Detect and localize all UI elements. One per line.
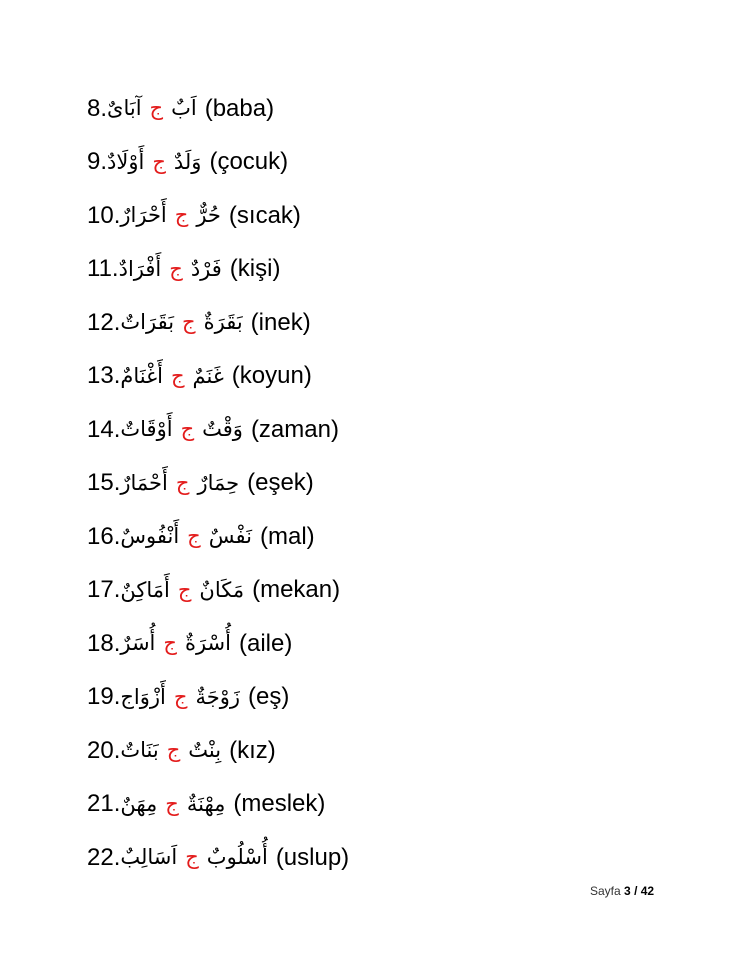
entry-number: 11. [87, 255, 119, 283]
arabic-word-pair [120, 363, 224, 388]
turkish-meaning: (mekan) [252, 576, 341, 604]
entry-number: 20. [87, 736, 121, 764]
arabic-plural: أَحْمَارٌ [120, 470, 168, 495]
entry-number: 18. [87, 629, 121, 657]
arabic-word-pair [120, 847, 267, 868]
plural-marker: ج [182, 310, 196, 335]
arabic-singular: غَنَمٌ [192, 363, 224, 388]
arabic-word-pair [107, 98, 197, 119]
arabic-singular: حُرٌّ [196, 203, 221, 228]
arabic-plural: أَوْلَادٌ [107, 149, 145, 174]
entry-number: 15. [87, 469, 121, 497]
turkish-meaning: (eş) [247, 683, 290, 711]
entry-number: 17. [87, 576, 121, 604]
vocab-row [87, 831, 687, 885]
arabic-singular: حِمَارٌ [197, 470, 240, 495]
turkish-meaning: (sıcak) [228, 201, 301, 229]
page-footer [590, 884, 654, 898]
turkish-meaning: (zaman) [250, 415, 339, 443]
arabic-singular: أُسْرَةٌ [184, 631, 231, 656]
turkish-meaning: (aile) [239, 629, 293, 657]
footer-label: Sayfa [590, 884, 621, 898]
vocab-row [87, 350, 687, 404]
arabic-word-pair [120, 419, 243, 440]
arabic-plural: بَقَرَاتٌ [120, 310, 175, 335]
plural-marker: ج [170, 363, 185, 388]
entry-number: 8. [87, 94, 108, 122]
plural-marker: ج [185, 845, 199, 870]
plural-marker: ج [169, 256, 183, 281]
plural-marker: ج [174, 203, 189, 228]
arabic-singular: فَرْدٌ [190, 256, 222, 281]
vocab-row [87, 564, 687, 618]
plural-marker: ج [166, 738, 181, 763]
arabic-singular: اَبٌ [171, 96, 197, 121]
vocab-row [87, 457, 687, 511]
plural-marker: ج [180, 417, 195, 442]
turkish-meaning: (meslek) [233, 790, 326, 818]
vocab-row [87, 510, 687, 564]
arabic-plural: أَمَاكِنٌ [120, 577, 170, 602]
turkish-meaning: (inek) [250, 308, 311, 336]
entry-number: 12. [87, 308, 121, 336]
entry-number: 9. [87, 148, 108, 176]
arabic-singular: مِهْنَةٌ [186, 791, 226, 816]
vocab-row [87, 671, 687, 725]
arabic-word-pair [120, 312, 242, 333]
arabic-singular: بِنْتٌ [188, 738, 222, 763]
plural-marker: ج [165, 791, 179, 816]
entry-number: 10. [87, 201, 121, 229]
arabic-plural: أُسَرٌ [120, 631, 156, 656]
plural-marker: ج [152, 149, 166, 174]
vocab-row [87, 296, 687, 350]
entry-number: 19. [87, 683, 121, 711]
arabic-word-pair [118, 256, 222, 281]
arabic-plural: آبَاىٌ [107, 96, 142, 121]
arabic-singular: وَقْتٌ [202, 417, 243, 442]
turkish-meaning: (koyun) [231, 362, 312, 390]
vocab-row [87, 617, 687, 671]
turkish-meaning: (mal) [259, 522, 315, 550]
arabic-plural: أَوْقَاتٌ [120, 417, 173, 442]
arabic-word-pair [120, 740, 221, 761]
entry-number: 14. [87, 415, 121, 443]
vocab-row [87, 189, 687, 243]
footer-separator: / [634, 884, 638, 898]
arabic-word-pair [120, 684, 240, 709]
arabic-singular: نَفْسٌ [208, 524, 252, 549]
plural-marker: ج [163, 631, 177, 656]
vocab-row [87, 403, 687, 457]
turkish-meaning: (uslup) [275, 843, 350, 871]
arabic-plural: أَغْنَامٌ [120, 363, 163, 388]
plural-marker: ج [149, 96, 164, 121]
arabic-plural: مِهَنٌ [120, 791, 158, 816]
plural-marker: ج [187, 524, 201, 549]
footer-page-current: 3 [624, 884, 631, 898]
entry-number: 16. [87, 522, 121, 550]
plural-marker: ج [177, 577, 192, 602]
arabic-plural: أَحْرَارٌ [120, 203, 167, 228]
arabic-word-pair [120, 577, 245, 602]
arabic-singular: أُسْلُوبٌ [206, 845, 268, 870]
arabic-plural: اَسَالِبٌ [120, 845, 178, 870]
arabic-word-pair [120, 205, 221, 226]
turkish-meaning: (baba) [204, 94, 275, 122]
vocab-row [87, 724, 687, 778]
turkish-meaning: (kız) [229, 736, 276, 764]
arabic-singular: بَقَرَةٌ [203, 310, 243, 335]
entry-number: 21. [87, 790, 121, 818]
vocabulary-list [87, 82, 687, 885]
plural-marker: ج [173, 684, 188, 709]
arabic-plural: بَنَاتٌ [120, 738, 159, 763]
arabic-word-pair [120, 633, 231, 654]
vocab-row [87, 82, 687, 136]
arabic-plural: أَفْرَادٌ [118, 256, 162, 281]
entry-number: 13. [87, 362, 121, 390]
arabic-singular: وَلَدٌ [173, 149, 202, 174]
footer-page-total: 42 [640, 884, 655, 898]
arabic-singular: مَكَانٌ [199, 577, 245, 602]
arabic-singular: زَوْجَةٌ [195, 684, 240, 709]
arabic-word-pair [120, 791, 226, 816]
turkish-meaning: (kişi) [229, 255, 281, 283]
vocab-row [87, 136, 687, 190]
arabic-word-pair [107, 149, 202, 174]
plural-marker: ج [175, 470, 190, 495]
entry-number: 22. [87, 843, 121, 871]
vocab-row [87, 243, 687, 297]
turkish-meaning: (çocuk) [209, 148, 289, 176]
arabic-plural: أَزْوَاج [120, 684, 166, 709]
arabic-plural: أَنْفُوسٌ [120, 524, 180, 549]
arabic-word-pair [120, 470, 240, 495]
turkish-meaning: (eşek) [247, 469, 314, 497]
arabic-word-pair [120, 526, 252, 547]
vocab-row [87, 778, 687, 832]
